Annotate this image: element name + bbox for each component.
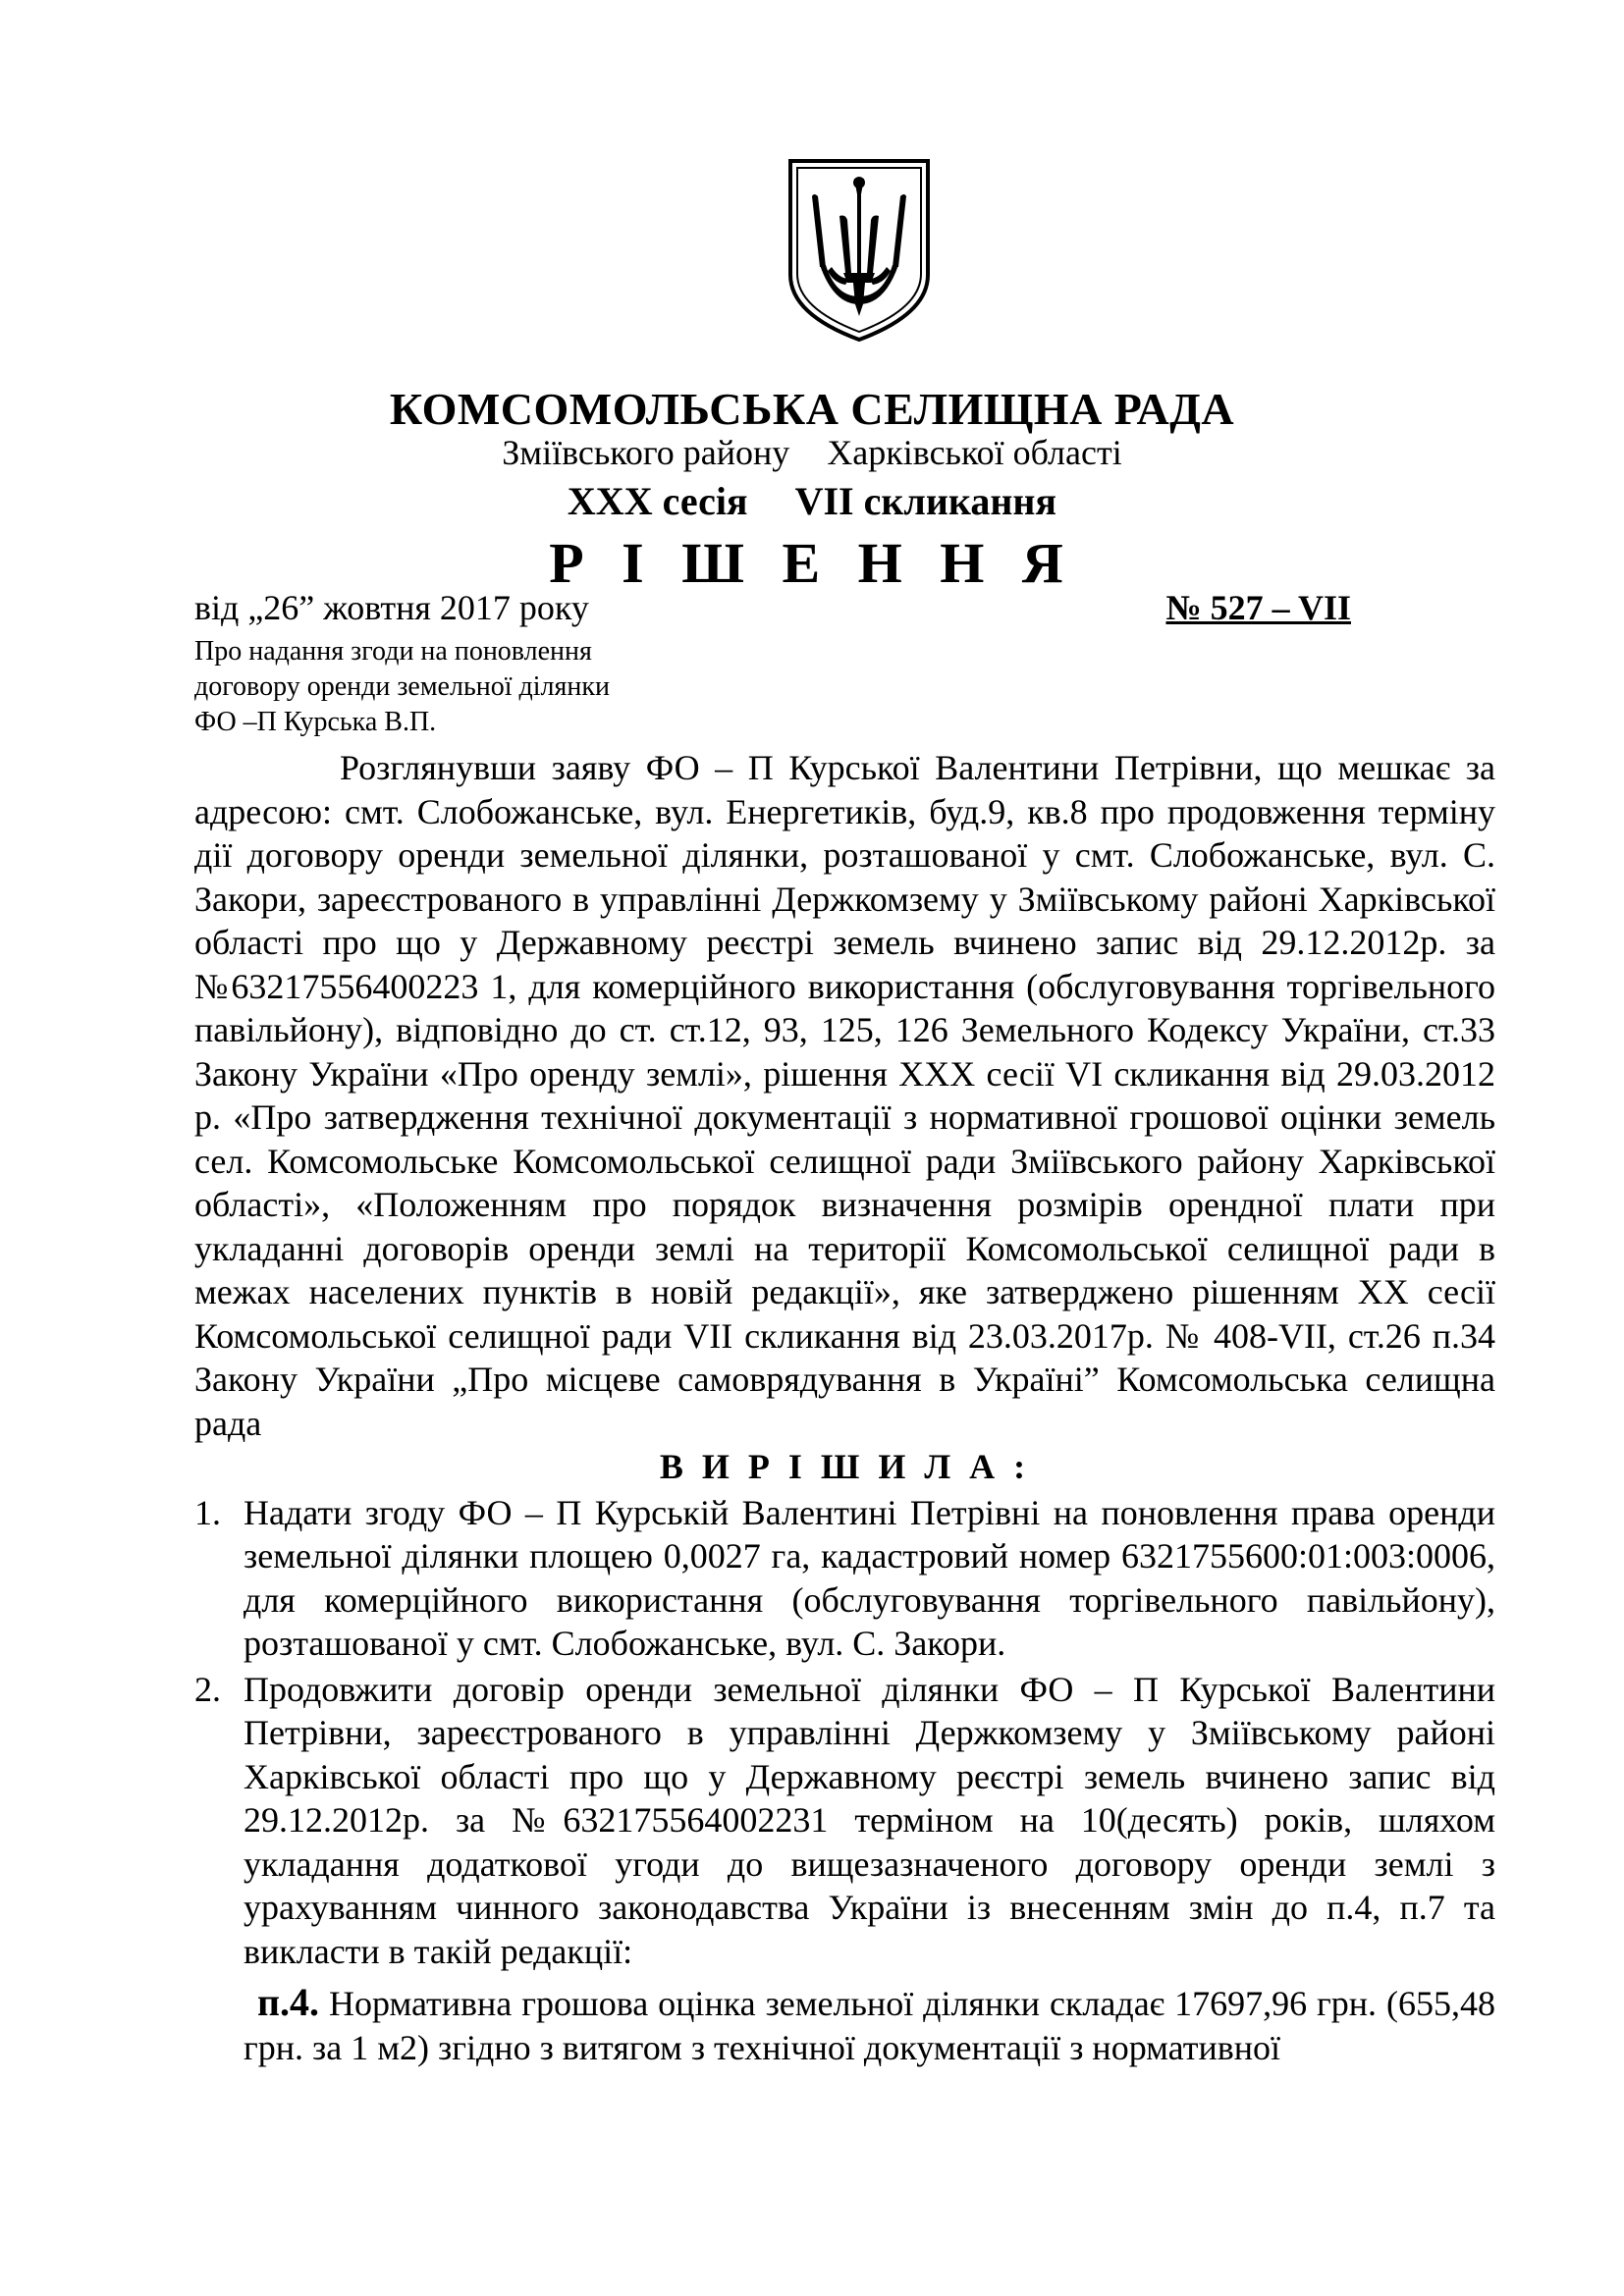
- decided-heading: В И Р І Ш И Л А :: [659, 1447, 1031, 1486]
- clause-label: п.4.: [257, 1980, 320, 2024]
- item-number: 2.: [194, 1669, 221, 1709]
- list-item: [194, 1668, 1495, 1974]
- document-title: Р І Ш Е Н Н Я: [549, 531, 1075, 595]
- region-name: Харківської області: [827, 433, 1122, 472]
- coat-of-arms-icon: [785, 157, 934, 344]
- clause-text: Нормативна грошова оцінка земельної ділянки складає 17697,96 грн. (655,48 грн. за 1 м2) згідно з витягом з технічної документації з нормативної: [244, 1984, 1495, 2067]
- item-number: 1.: [194, 1492, 221, 1532]
- convocation: VII скликання: [794, 479, 1057, 523]
- decision-number: № 527 – VII: [1165, 588, 1351, 627]
- session-line: [0, 478, 1624, 524]
- clause-paragraph: [194, 1981, 1495, 2069]
- item-text: Продовжити договір оренди земельної ділянки ФО – П Курської Валентини Петрівни, зареєстрованого в управлінні Держкомзему у Зміївському районі Харківської області про що у Державному реєстрі земель вчинено запис від 29.12.2012р. за №632175564002231 терміном на 10(десять) років, шляхом укладання додаткової угоди до вищезазначеного договору оренди землі з урахуванням чинного законодавства України із внесенням змін до п.4, п.7 та викласти в такій редакції:: [244, 1669, 1495, 1971]
- trident-icon: [785, 157, 934, 344]
- decision-subject: [194, 634, 610, 740]
- decision-date: від „26” жовтня 2017 року: [194, 588, 589, 627]
- decision-body: [194, 746, 1495, 2069]
- council-name: КОМСОМОЛЬСЬКА СЕЛИЩНА РАДА: [389, 384, 1235, 434]
- subject-line: ФО –П Курська В.П.: [194, 707, 437, 737]
- list-item: [194, 1491, 1495, 1666]
- subject-line: договору оренди земельної ділянки: [194, 671, 610, 702]
- decision-items: [194, 1491, 1495, 1974]
- district-name: Зміївського району: [502, 433, 790, 472]
- district-line: [0, 432, 1624, 473]
- session-number: XXX сесія: [567, 479, 748, 523]
- item-text: Надати згоду ФО – П Курській Валентині Петрівні на поновлення права оренди земельної ділянки площею 0,0027 га, кадастровий номер 6321755600:01:003:0006, для комерційного використання (обслуговування торгівельного павільйону), розташованої у смт. Слобожанське, вул. С. Закори.: [244, 1492, 1495, 1663]
- preamble-paragraph: Розглянувши заяву ФО – П Курської Валентини Петрівни, що мешкає за адресою: смт. Слобожанське, вул. Енергетиків, буд.9, кв.8 про продовження терміну дії договору оренди земельної ділянки, розташованої у смт. Слобожанське, вул. С. Закори, зареєстрованого в управлінні Держкомзему у Зміївському районі Харківської області про що у Державному реєстрі земель вчинено запис від 29.12.2012р. за №63217556400223 1, для комерційного використання (обслуговування торгівельного павільйону), відповідно до ст. ст.12, 93, 125, 126 Земельного Кодексу України, ст.33 Закону України «Про оренду землі», рішення XXX сесії VI скликання від 29.03.2012 р. «Про затвердження технічної документації з нормативної грошової оцінки земель сел. Комсомольське Комсомольської селищної ради Зміївського району Харківської області», «Положенням про порядок визначення розмірів орендної плати при укладанні договорів оренди землі на території Комсомольської селищної ради в межах населених пунктів в новій редакції», яке затверджено рішенням XX сесії Комсомольської селищної ради VII скликання від 23.03.2017р. № 408-VII, ст.26 п.34 Закону України „Про місцеве самоврядування в Україні” Комсомольська селищна рада: [194, 748, 1495, 1443]
- subject-line: Про надання згоди на поновлення: [194, 636, 592, 667]
